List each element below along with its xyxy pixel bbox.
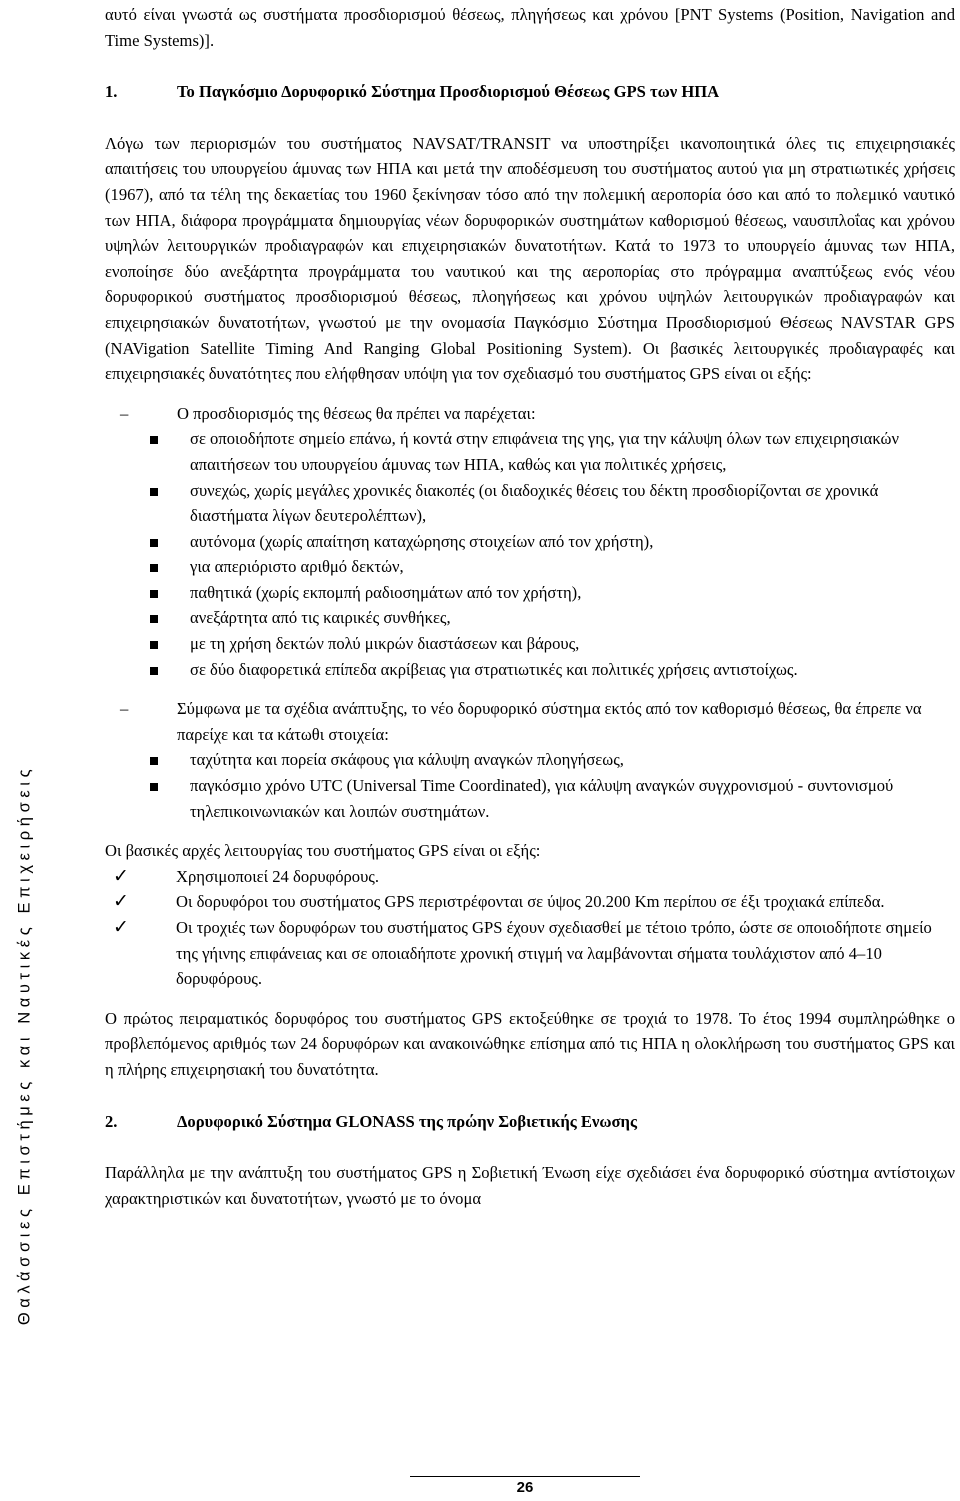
section-1-paragraph-1: Λόγω των περιορισμών του συστήματος NAVSAT/TRANSIT να υποστηρίξει ικανοποιητικά όλες τις επιχειρησιακές απαιτήσεις του υπουργείου άμυνας των ΗΠΑ και μετά την αποδέσμευση του συστήματος αυτού για μη στρατιωτικές χρήσεις (1967), από τα τέλη της δεκαετίας του 1960 ξεκίνησαν τόσο από την πολεμική αεροπορία όσο και από το πολεμικό ναυτικό των ΗΠΑ, διάφορα προγράμματα δημιουργίας νέων δορυφορικών συστημάτων καθορισμού θέσεως, ναυσιπλοΐας και χρόνου υψηλών λειτουργικών προδιαγραφών και επιχειρησιακών δυνατοτήτων. Κατά το 1973 το υπουργείο άμυνας των ΗΠΑ, ενοποίησε δύο ανεξάρτητα προγράμματα του ναυτικού και της αεροπορίας στο πρόγραμμα αναπτύξεως ενός νέου δορυφορικού συστήματος προσδιορισμού θέσεως, πλοηγήσεως και χρόνου υψηλών λειτουργικών προδιαγραφών και επιχειρησιακών δυνατοτήτων, γνωστού με την ονομασία Παγκόσμιο Σύστημα Προσδιορισμού Θέσεως NAVSTAR GPS (NAVigation Satellite Timing And Ranging Global Positioning System). Οι βασικές λειτουργικές προδιαγραφές και επιχειρησιακές δυνατότητες που ελήφθησαν υπόψη για τον σχεδιασμό του συστήματος GPS είναι οι εξής: (105, 133, 955, 384)
square-bullet-icon (150, 667, 158, 675)
square-bullet-icon (150, 590, 158, 598)
principle-item: ✓ Χρησιμοποιεί 24 δορυφόρους. (113, 864, 955, 890)
dash-item-lead: Ο προσδιορισμός της θέσεως θα πρέπει να παρέχεται: (177, 403, 536, 423)
principle-item: ✓ Οι τροχιές των δορυφόρων του συστήματος GPS έχουν σχεδιασθεί με τέτοιο τρόπο, ώστε σε οποιοδήποτε σημείο της γήινης επιφάνειας και σε οποιαδήποτε χρονική στιγμή να λαμβάνονται σήματα τουλάχιστον από 4–10 δορυφόρους. (113, 915, 955, 992)
section-1-paragraph-2: Ο πρώτος πειραματικός δορυφόρος του συστήματος GPS εκτοξεύθηκε σε τροχιά το 1978. Το έτος 1994 συμπληρώθηκε ο προβλεπόμενος αριθμός των 24 δορυφόρων και ανακοινώθηκε επίσημα από τις ΗΠΑ η ολοκλήρωση του συστήματος GPS και η πλήρης επιχειρησιακή του δυνατότητα. (105, 1008, 955, 1079)
section-2-title: Δορυφορικό Σύστημα GLONASS της πρώην Σοβιετικής Ενωσης (177, 1111, 637, 1131)
sidebar-title: Θαλάσσιες Επιστήμες και Ναυτικές Επιχειρήσεις (15, 764, 34, 1326)
section-2-heading (105, 1109, 955, 1135)
checkmark-icon: ✓ (113, 865, 129, 887)
extra-data-list (177, 747, 955, 824)
requirement-list (177, 426, 955, 682)
section-1-heading (105, 79, 955, 105)
square-bullet-icon (150, 488, 158, 496)
page-number: 26 (516, 1479, 534, 1496)
list-item: παγκόσμιο χρόνο UTC (Universal Time Coordinated), για κάλυψη αναγκών συγχρονισμού - συντονισμού τηλεπικοινωνιακών και λοιπών συστημάτων. (177, 773, 955, 824)
square-bullet-icon (150, 757, 158, 765)
dash-item-position (120, 401, 955, 683)
square-bullet-icon (150, 436, 158, 444)
section-2-paragraph-1: Παράλληλα με την ανάπτυξη του συστήματος GPS η Σοβιετική Ένωση είχε σχεδιάσει ένα δορυφορικό σύστημα αντίστοιχων χαρακτηριστικών και δυνατοτήτων, γνωστό με το όνομα (105, 1163, 955, 1208)
checkmark-icon: ✓ (113, 891, 129, 913)
list-item: συνεχώς, χωρίς μεγάλες χρονικές διακοπές (οι διαδοχικές θέσεις του δέκτη προσδιορίζονται σε χρονικά διαστήματα λίγων δευτερολέπτων), (177, 478, 955, 529)
sidebar-banner (0, 0, 50, 1501)
footer-divider (410, 1476, 640, 1477)
section-1-number: 1. (105, 82, 118, 102)
list-item: με τη χρήση δεκτών πολύ μικρών διαστάσεων και βάρους, (177, 631, 955, 657)
list-item: ανεξάρτητα από τις καιρικές συνθήκες, (177, 605, 955, 631)
square-bullet-icon (150, 539, 158, 547)
square-bullet-icon (150, 564, 158, 572)
principles-intro: Οι βασικές αρχές λειτουργίας του συστήματος GPS είναι οι εξής: (105, 841, 541, 861)
section-2-number: 2. (105, 1111, 118, 1131)
intro-paragraph: αυτό είναι γνωστά ως συστήματα προσδιορισμού θέσεως, πληγήσεως και χρόνου [PNT Systems (Position, Navigation and Time Systems)]. (105, 5, 955, 50)
dash-mark: – (120, 403, 129, 423)
list-item: σε δύο διαφορετικά επίπεδα ακρίβειας για στρατιωτικές και πολιτικές χρήσεις αντιστοίχως. (177, 657, 955, 683)
principle-item: ✓ Οι δορυφόροι του συστήματος GPS περιστρέφονται σε ύψος 20.200 Km περίπου σε έξι τροχιακά επίπεδα. (113, 889, 955, 915)
square-bullet-icon (150, 783, 158, 791)
dash-item-extra-data (120, 696, 955, 824)
list-item: αυτόνομα (χωρίς απαίτηση καταχώρησης στοιχείων από τον χρήστη), (177, 529, 955, 555)
checkmark-icon: ✓ (113, 917, 129, 938)
dash-item-lead: Σύμφωνα με τα σχέδια ανάπτυξης, το νέο δορυφορικό σύστημα εκτός από τον καθορισμό θέσεως, θα έπρεπε να παρείχε και τα κάτωθι στοιχεία: (177, 699, 922, 744)
list-item: για απεριόριστο αριθμό δεκτών, (177, 554, 955, 580)
page-content (105, 2, 955, 1211)
dash-mark: – (120, 699, 129, 719)
square-bullet-icon (150, 641, 158, 649)
list-item: παθητικά (χωρίς εκπομπή ραδιοσημάτων από τον χρήστη), (177, 580, 955, 606)
list-item: ταχύτητα και πορεία σκάφους για κάλυψη αναγκών πλοηγήσεως, (177, 747, 955, 773)
list-item: σε οποιοδήποτε σημείο επάνω, ή κοντά στην επιφάνεια της γης, για την κάλυψη όλων των επιχειρησιακών απαιτήσεων του υπουργείου άμυνας των ΗΠΑ, καθώς και για πολιτικές χρήσεις, (177, 426, 955, 477)
section-1-title: Το Παγκόσμιο Δορυφορικό Σύστημα Προσδιορισμού Θέσεως GPS των ΗΠΑ (177, 82, 720, 102)
square-bullet-icon (150, 615, 158, 623)
